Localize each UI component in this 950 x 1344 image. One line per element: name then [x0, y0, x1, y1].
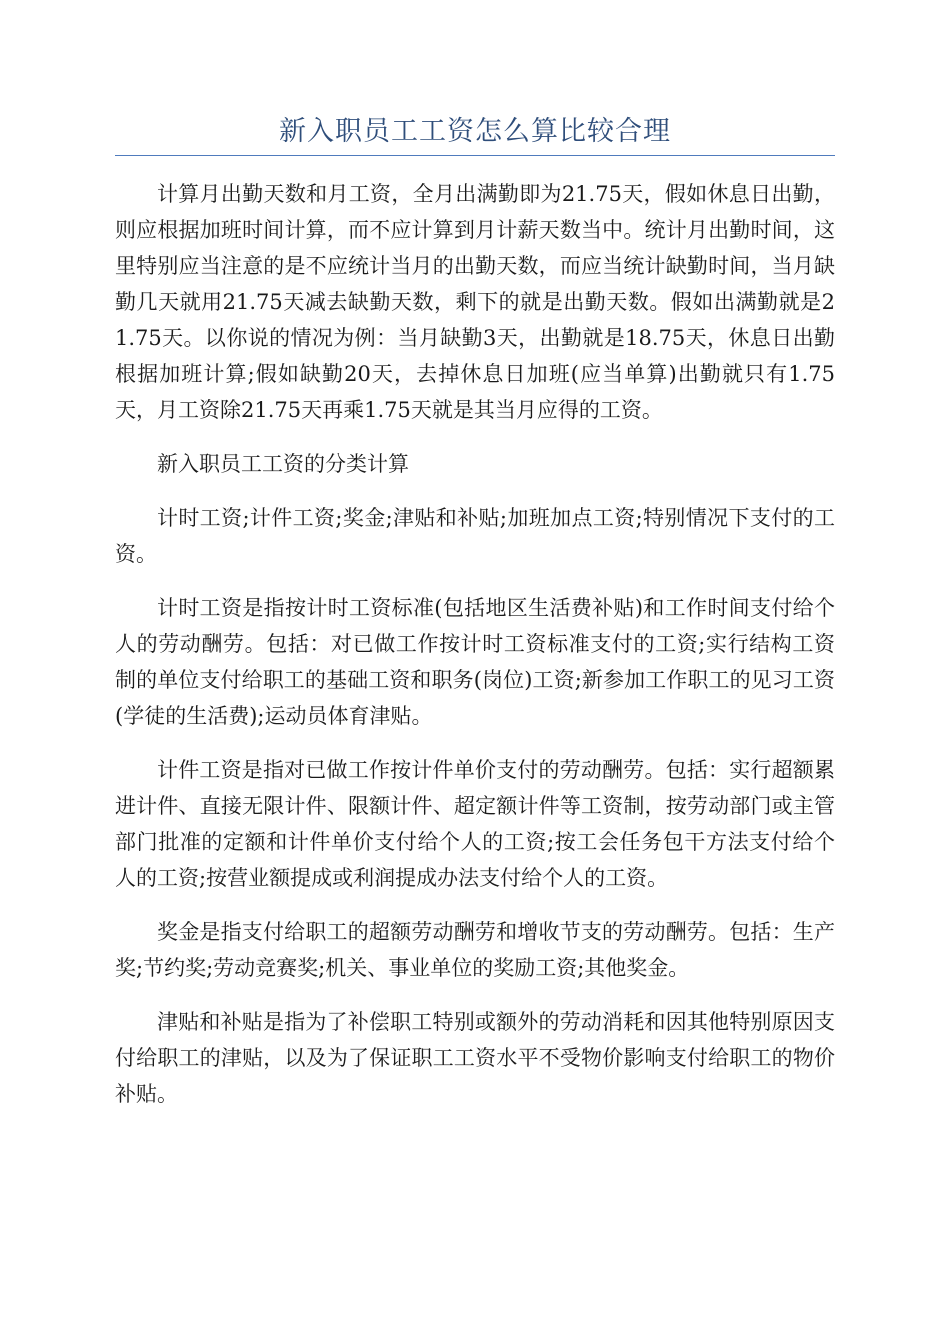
- paragraph-bonus: 奖金是指支付给职工的超额劳动酬劳和增收节支的劳动酬劳。包括：生产奖;节约奖;劳动竞赛奖;机关、事业单位的奖励工资;其他奖金。: [115, 920, 835, 980]
- paragraph-attendance-calculation: 计算月出勤天数和月工资，全月出满勤即为21.75天，假如休息日出勤，则应根据加班时间计算，而不应计算到月计薪天数当中。统计月出勤时间，这里特别应当注意的是不应统计当月的出勤天数，而应当统计缺勤时间，当月缺勤几天就用21.75天减去缺勤天数，剩下的就是出勤天数。假如出满勤就是21.75天。以你说的情况为例：当月缺勤3天，出勤就是18.75天，休息日出勤根据加班计算;假如缺勤20天，去掉休息日加班(应当单算)出勤就只有1.75天，月工资除21.75天再乘1.75天就是其当月应得的工资。: [115, 182, 835, 422]
- paragraph-section-heading: 新入职员工工资的分类计算: [157, 452, 409, 476]
- paragraph-wage-types: 计时工资;计件工资;奖金;津贴和补贴;加班加点工资;特别情况下支付的工资。: [115, 506, 835, 566]
- title-underline: [115, 155, 835, 156]
- paragraph-time-wage: 计时工资是指按计时工资标准(包括地区生活费补贴)和工作时间支付给个人的劳动酬劳。包括：对已做工作按计时工资标准支付的工资;实行结构工资制的单位支付给职工的基础工资和职务(岗位)工资;新参加工作职工的见习工资(学徒的生活费);运动员体育津贴。: [115, 596, 835, 728]
- paragraph-allowance: 津贴和补贴是指为了补偿职工特别或额外的劳动消耗和因其他特别原因支付给职工的津贴，以及为了保证职工工资水平不受物价影响支付给职工的物价补贴。: [115, 1010, 835, 1106]
- paragraph-piece-wage: 计件工资是指对已做工作按计件单价支付的劳动酬劳。包括：实行超额累进计件、直接无限计件、限额计件、超定额计件等工资制，按劳动部门或主管部门批准的定额和计件单价支付给个人的工资;按工会任务包干方法支付给个人的工资;按营业额提成或利润提成办法支付给个人的工资。: [115, 758, 835, 890]
- document-title: 新入职员工工资怎么算比较合理: [279, 116, 671, 147]
- document-body: [115, 176, 835, 1130]
